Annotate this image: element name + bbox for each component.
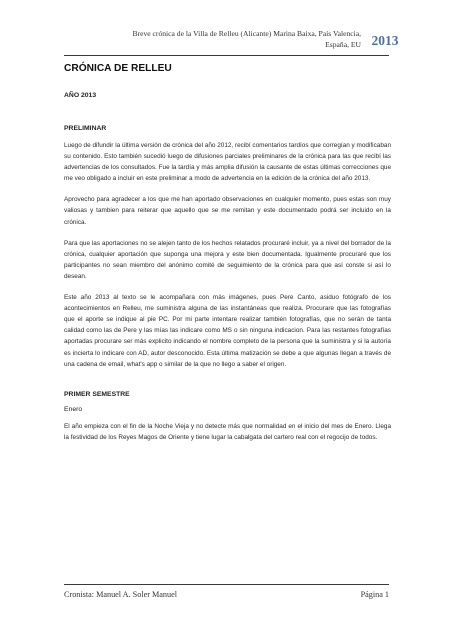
header-title-line-2: España, EU [325, 39, 361, 49]
header-year: 2013 [371, 33, 399, 48]
footer-divider [64, 584, 389, 585]
year-heading: AÑO 2013 [64, 92, 97, 99]
section-first-semester-heading: PRIMER SEMESTRE [64, 390, 130, 398]
month-heading: Enero [64, 405, 83, 413]
paragraph: Aprovecho para agradecer a los que me han aportado observaciones en cualquier momento, pues estas son muy valiosas y tambien para reiterar que aquello que se me remitan y este documentado podrá ser incluido en la crónica. [64, 196, 391, 226]
section-preliminar-heading: PRELIMINAR [64, 125, 107, 132]
paragraph: Luego de difundir la última versión de crónica del año 2012, recibí comentarios tardíos que corregían y modificaban su contenido. Esto también sucedió luego de difusiones parciales preliminares de la crónica para las que recibí las advertencias de los consultados. Fue la tardía y más amplia difusión la causante de estas últimas correcciones que me veo obligado a incluir en este preliminar a modo de advertencia en la edición de la crónica del año 2013. [64, 142, 391, 183]
header-title-line-1: Breve crónica de la Villa de Relleu (Alicante) Marina Baixa, País Valencia, [132, 29, 361, 38]
header-divider [64, 55, 389, 56]
footer-page-number: Página 1 [360, 590, 389, 599]
paragraph: Para que las aportaciones no se alejen tanto de los hechos relatados procuraré incluir, ya a nivel del borrador de la crónica, cualquier aportación que suponga una mejora y este bien documentada. Igualmente procuraré que los participantes no sean miembro del anónimo comité de seguimiento de la crónica para que así conste si así lo desean. [64, 239, 391, 280]
paragraph: Este año 2013 al texto se le acompañara con más imágenes, pues Pere Canto, asiduo fotógrafo de los acontecimientos en Relleu, me suministra alguna de las instantáneas que realiza. Procurare que las fotografías que el aporte se indique al pie PC. Por mi parte intentare realizar también fotografías, que no serán de tanta calidad como las de Pere y las mías las indicare como MS o sin ninguna indicacion. Para las restantes fotografías aportadas procurare ser más explicito indicando el nombre completo de la persona que la suministra y si la autoría es incierta lo indicare con AD, autor desconocido. Esta última matización se debe a que algunas llegan a través de una cadena de email, what's app o similar de la que no llego a saber el origen. [64, 294, 391, 368]
footer-author: Cronista: Manuel A. Soler Manuel [64, 590, 178, 599]
document-title: CRÓNICA DE RELLEU [64, 63, 172, 74]
document-body [64, 63, 391, 453]
header-title [70, 29, 361, 50]
paragraph: El año empieza con el fin de la Noche Vieja y no detecte más que normalidad en el inicio del mes de Enero. Llega la festividad de los Reyes Magos de Oriente y tiene lugar la cabalgata del cartero real con el regocijo de todos. [64, 422, 391, 441]
